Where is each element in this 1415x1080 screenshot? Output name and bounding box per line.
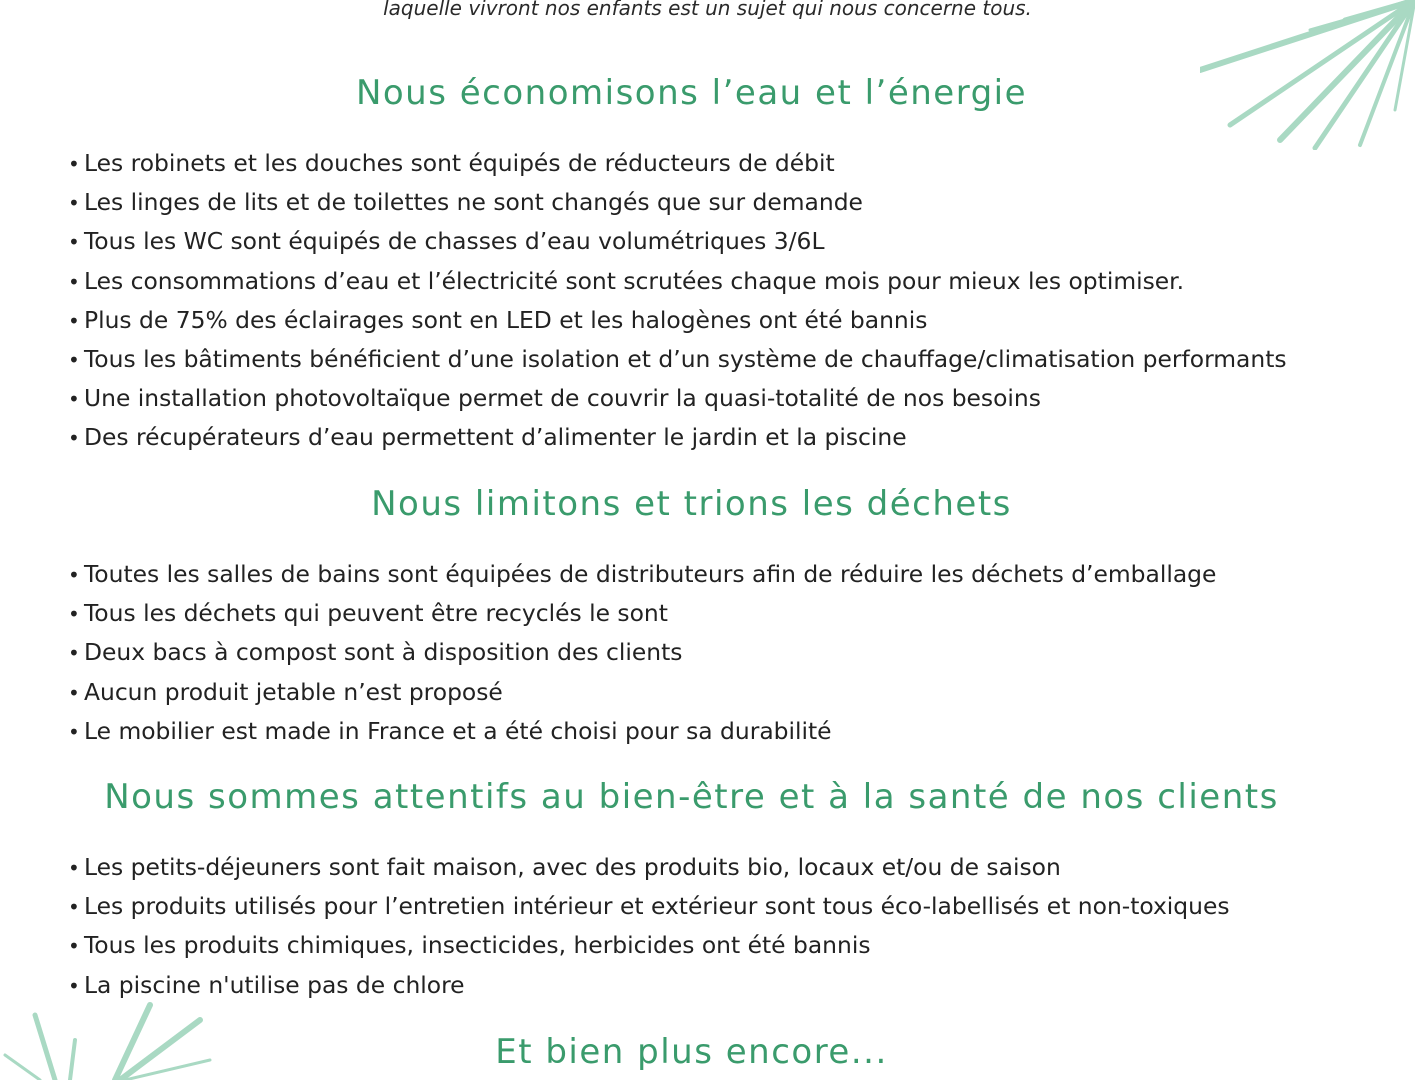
section-title-wellbeing: Nous sommes attentifs au bien-être et à la santé de nos clients xyxy=(104,777,1279,817)
bullet-icon: • xyxy=(68,856,80,880)
bullet-icon: • xyxy=(68,308,80,333)
bullet-icon: • xyxy=(68,563,80,587)
bullet-icon: • xyxy=(68,426,80,451)
list-item xyxy=(68,301,1287,340)
bullet-icon: • xyxy=(68,719,80,744)
list-item-text: Le mobilier est made in France et a été choisi pour sa durabilité xyxy=(84,716,832,745)
list-item xyxy=(68,966,1230,1005)
list-item xyxy=(68,340,1287,379)
list-item xyxy=(68,262,1287,301)
list-item-text: Tous les produits chimiques, insecticides, herbicides ont été bannis xyxy=(84,931,871,960)
list-wellbeing xyxy=(68,848,1230,1005)
section-title-waste: Nous limitons et trions les déchets xyxy=(371,484,1012,524)
list-item-text: Une installation photovoltaïque permet de couvrir la quasi-totalité de nos besoins xyxy=(84,384,1041,413)
list-item-text: Des récupérateurs d’eau permettent d’alimenter le jardin et la piscine xyxy=(84,423,907,452)
list-item-text: Les produits utilisés pour l’entretien intérieur et extérieur sont tous éco-labellisés et non-toxiques xyxy=(84,892,1230,921)
bullet-icon: • xyxy=(68,934,80,959)
list-item xyxy=(68,926,1230,965)
list-item xyxy=(68,183,1287,222)
list-item-text: Les robinets et les douches sont équipés de réducteurs de débit xyxy=(84,149,835,177)
list-item-text: Plus de 75% des éclairages sont en LED et les halogènes ont été bannis xyxy=(84,305,928,334)
list-item xyxy=(68,594,1216,633)
bullet-icon: • xyxy=(68,230,80,255)
list-waste xyxy=(68,555,1216,751)
section-title-water-energy: Nous économisons l’eau et l’énergie xyxy=(355,73,1028,113)
list-item xyxy=(68,633,1216,672)
list-item-text: Les consommations d’eau et l’électricité sont scrutées chaque mois pour mieux les optimiser. xyxy=(84,266,1185,295)
bullet-icon: • xyxy=(68,602,80,627)
list-item-text: La piscine n'utilise pas de chlore xyxy=(84,970,465,999)
list-item xyxy=(68,712,1216,751)
list-item xyxy=(68,887,1230,926)
bullet-icon: • xyxy=(68,269,80,294)
list-water-energy xyxy=(68,144,1287,458)
list-item-text: Les petits-déjeuners sont fait maison, avec des produits bio, locaux et/ou de saison xyxy=(84,853,1061,881)
bullet-icon: • xyxy=(68,347,80,372)
list-item xyxy=(68,555,1216,594)
intro-text: laquelle vivront nos enfants est un sujet qui nous concerne tous. xyxy=(383,0,1032,20)
bullet-icon: • xyxy=(68,387,80,412)
bullet-icon: • xyxy=(68,680,80,705)
list-item xyxy=(68,222,1287,261)
list-item-text: Aucun produit jetable n’est proposé xyxy=(84,677,503,706)
list-item-text: Tous les déchets qui peuvent être recyclés le sont xyxy=(84,599,668,628)
bullet-icon: • xyxy=(68,973,80,998)
bullet-icon: • xyxy=(68,191,80,216)
list-item xyxy=(68,848,1230,887)
list-item xyxy=(68,673,1216,712)
list-item-text: Deux bacs à compost sont à disposition des clients xyxy=(84,638,683,667)
list-item-text: Tous les WC sont équipés de chasses d’eau volumétriques 3/6L xyxy=(84,227,825,256)
bullet-icon: • xyxy=(68,641,80,666)
list-item-text: Tous les bâtiments bénéficient d’une isolation et d’un système de chauffage/climatisation performants xyxy=(84,344,1287,373)
bullet-icon: • xyxy=(68,895,80,920)
list-item xyxy=(68,379,1287,418)
bullet-icon: • xyxy=(68,152,80,176)
list-item-text: Toutes les salles de bains sont équipées de distributeurs afin de réduire les déchets d’emballage xyxy=(84,560,1217,588)
list-item-text: Les linges de lits et de toilettes ne sont changés que sur demande xyxy=(84,188,863,217)
section-title-more: Et bien plus encore... xyxy=(495,1032,888,1072)
list-item xyxy=(68,418,1287,457)
list-item xyxy=(68,144,1287,183)
